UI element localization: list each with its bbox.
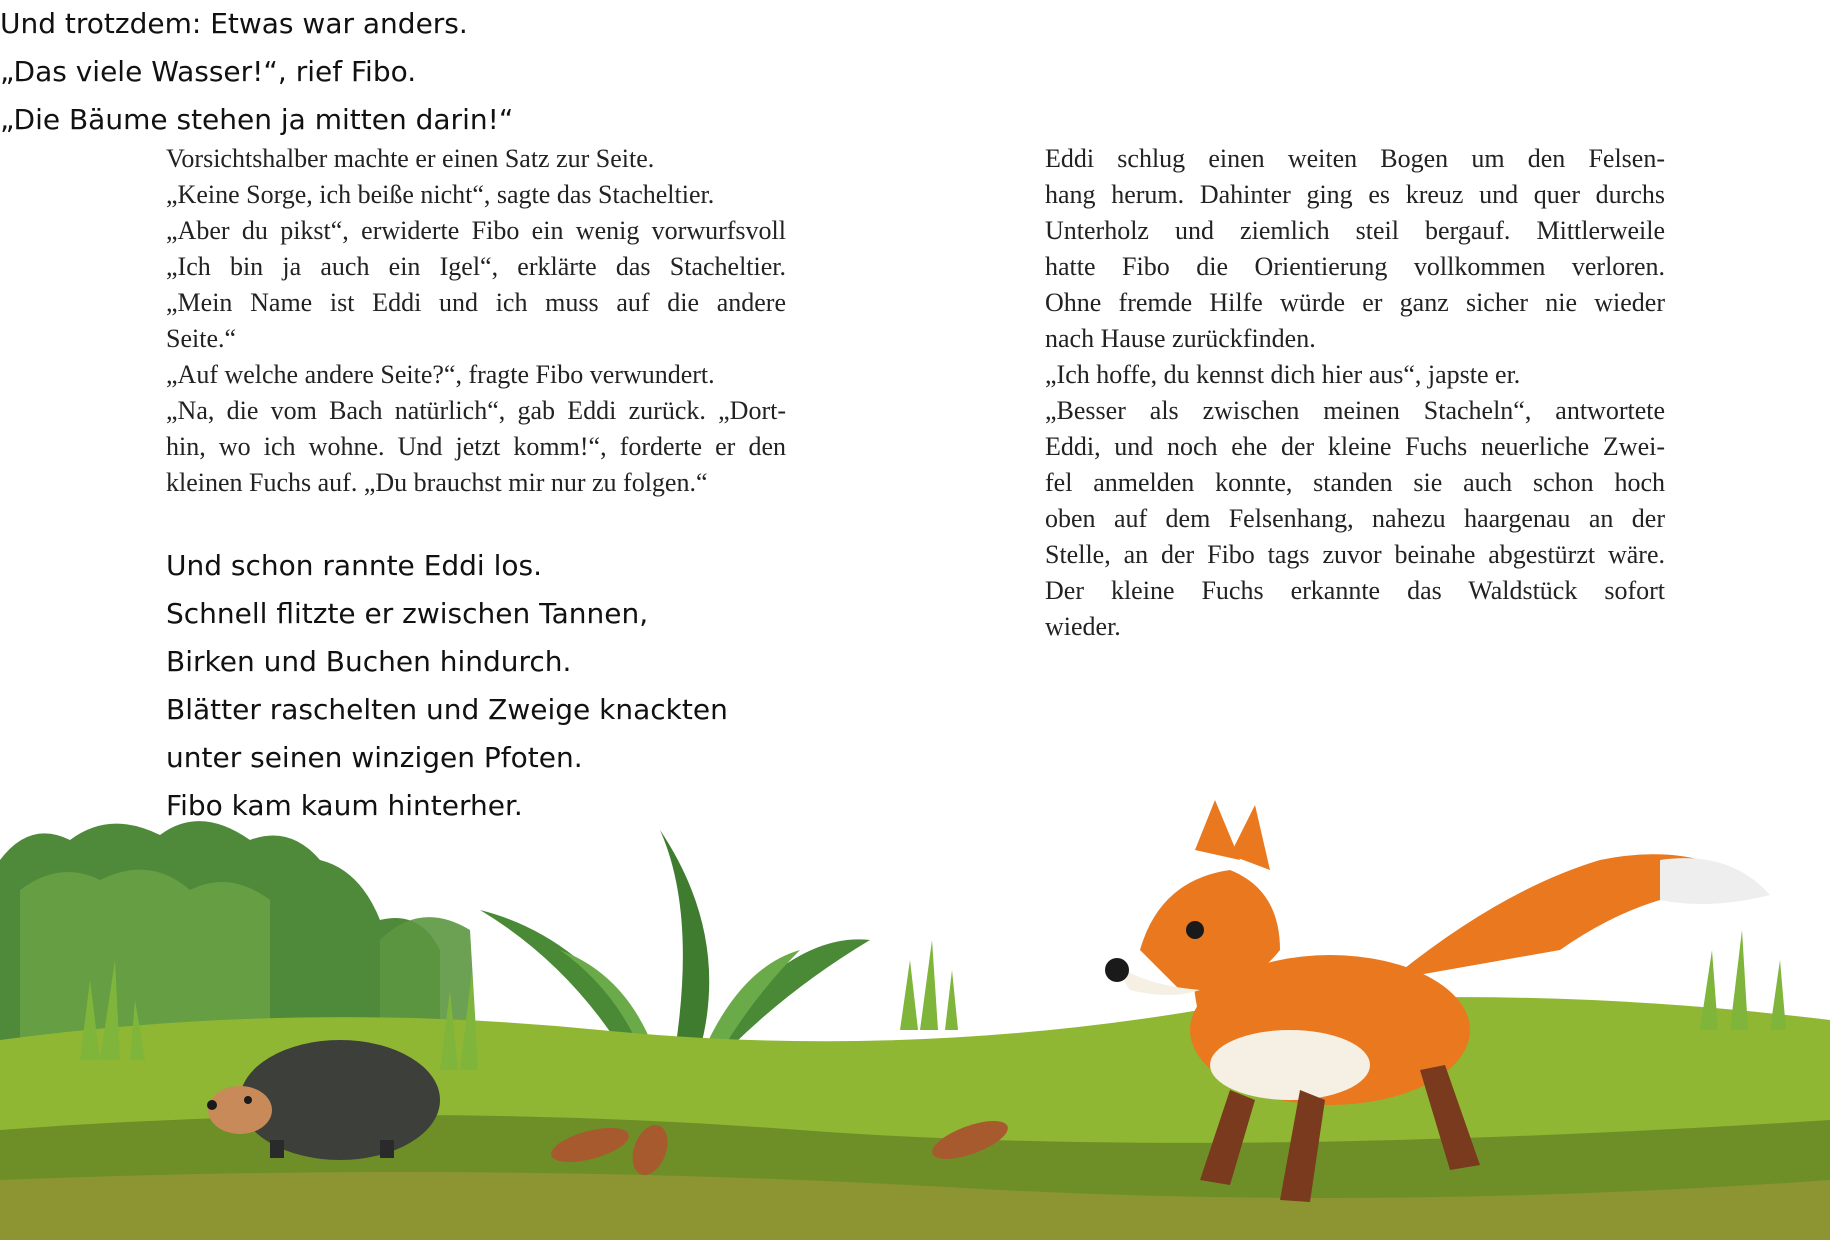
large-text-line: Birken und Buchen hindurch. bbox=[166, 645, 572, 678]
text-line: „Ich bin ja auch ein Igel“, erklärte das Stacheltier. bbox=[166, 252, 786, 281]
large-text-line: unter seinen winzigen Pfoten. bbox=[166, 741, 583, 774]
text-line: Vorsichtshalber machte er einen Satz zur Seite. bbox=[166, 144, 655, 173]
text-line: Eddi, und noch ehe der kleine Fuchs neuerliche Zwei- bbox=[1045, 432, 1665, 461]
text-line: hin, wo ich wohne. Und jetzt komm!“, forderte er den bbox=[166, 432, 786, 461]
left-large-text bbox=[166, 542, 728, 830]
large-text-line: „Die Bäume stehen ja mitten darin!“ bbox=[0, 103, 514, 136]
text-line: Stelle, an der Fibo tags zuvor beinahe abgestürzt wäre. bbox=[1045, 540, 1665, 569]
text-line: wieder. bbox=[1045, 612, 1121, 641]
large-text-line: „Das viele Wasser!“, rief Fibo. bbox=[0, 55, 417, 88]
text-line: „Keine Sorge, ich beiße nicht“, sagte das Stacheltier. bbox=[166, 180, 715, 209]
text-line: nach Hause zurückfinden. bbox=[1045, 324, 1316, 353]
text-line: „Na, die vom Bach natürlich“, gab Eddi zurück. „Dort- bbox=[166, 396, 786, 425]
text-line: fel anmelden konnte, standen sie auch schon hoch bbox=[1045, 468, 1665, 497]
text-line: „Ich hoffe, du kennst dich hier aus“, japste er. bbox=[1045, 360, 1521, 389]
text-line: oben auf dem Felsenhang, nahezu haargenau an der bbox=[1045, 504, 1665, 533]
right-paragraph bbox=[1045, 141, 1665, 645]
text-line: Der kleine Fuchs erkannte das Waldstück sofort bbox=[1045, 576, 1665, 605]
text-line: hang herum. Dahinter ging es kreuz und quer durchs bbox=[1045, 180, 1665, 209]
text-line: Ohne fremde Hilfe würde er ganz sicher nie wieder bbox=[1045, 288, 1665, 317]
large-text-line: Blätter raschelten und Zweige knackten bbox=[166, 693, 728, 726]
text-line: Eddi schlug einen weiten Bogen um den Felsen- bbox=[1045, 144, 1665, 173]
large-text-line: Und trotzdem: Etwas war anders. bbox=[0, 7, 468, 40]
text-line: „Mein Name ist Eddi und ich muss auf die andere bbox=[166, 288, 786, 317]
text-line: „Aber du pikst“, erwiderte Fibo ein wenig vorwurfsvoll bbox=[166, 216, 786, 245]
text-line: „Auf welche andere Seite?“, fragte Fibo verwundert. bbox=[166, 360, 715, 389]
text-line: Seite.“ bbox=[166, 324, 237, 353]
text-line: hatte Fibo die Orientierung vollkommen verloren. bbox=[1045, 252, 1665, 281]
right-large-text bbox=[0, 0, 513, 144]
left-paragraph bbox=[166, 141, 786, 501]
text-line: kleinen Fuchs auf. „Du brauchst mir nur zu folgen.“ bbox=[166, 468, 708, 497]
large-text-line: Und schon rannte Eddi los. bbox=[166, 549, 543, 582]
large-text-line: Fibo kam kaum hinterher. bbox=[166, 789, 523, 822]
text-line: Unterholz und ziemlich steil bergauf. Mittlerweile bbox=[1045, 216, 1665, 245]
forest-illustration bbox=[0, 800, 1830, 1240]
text-line: „Besser als zwischen meinen Stacheln“, antwortete bbox=[1045, 396, 1665, 425]
large-text-line: Schnell flitzte er zwischen Tannen, bbox=[166, 597, 649, 630]
